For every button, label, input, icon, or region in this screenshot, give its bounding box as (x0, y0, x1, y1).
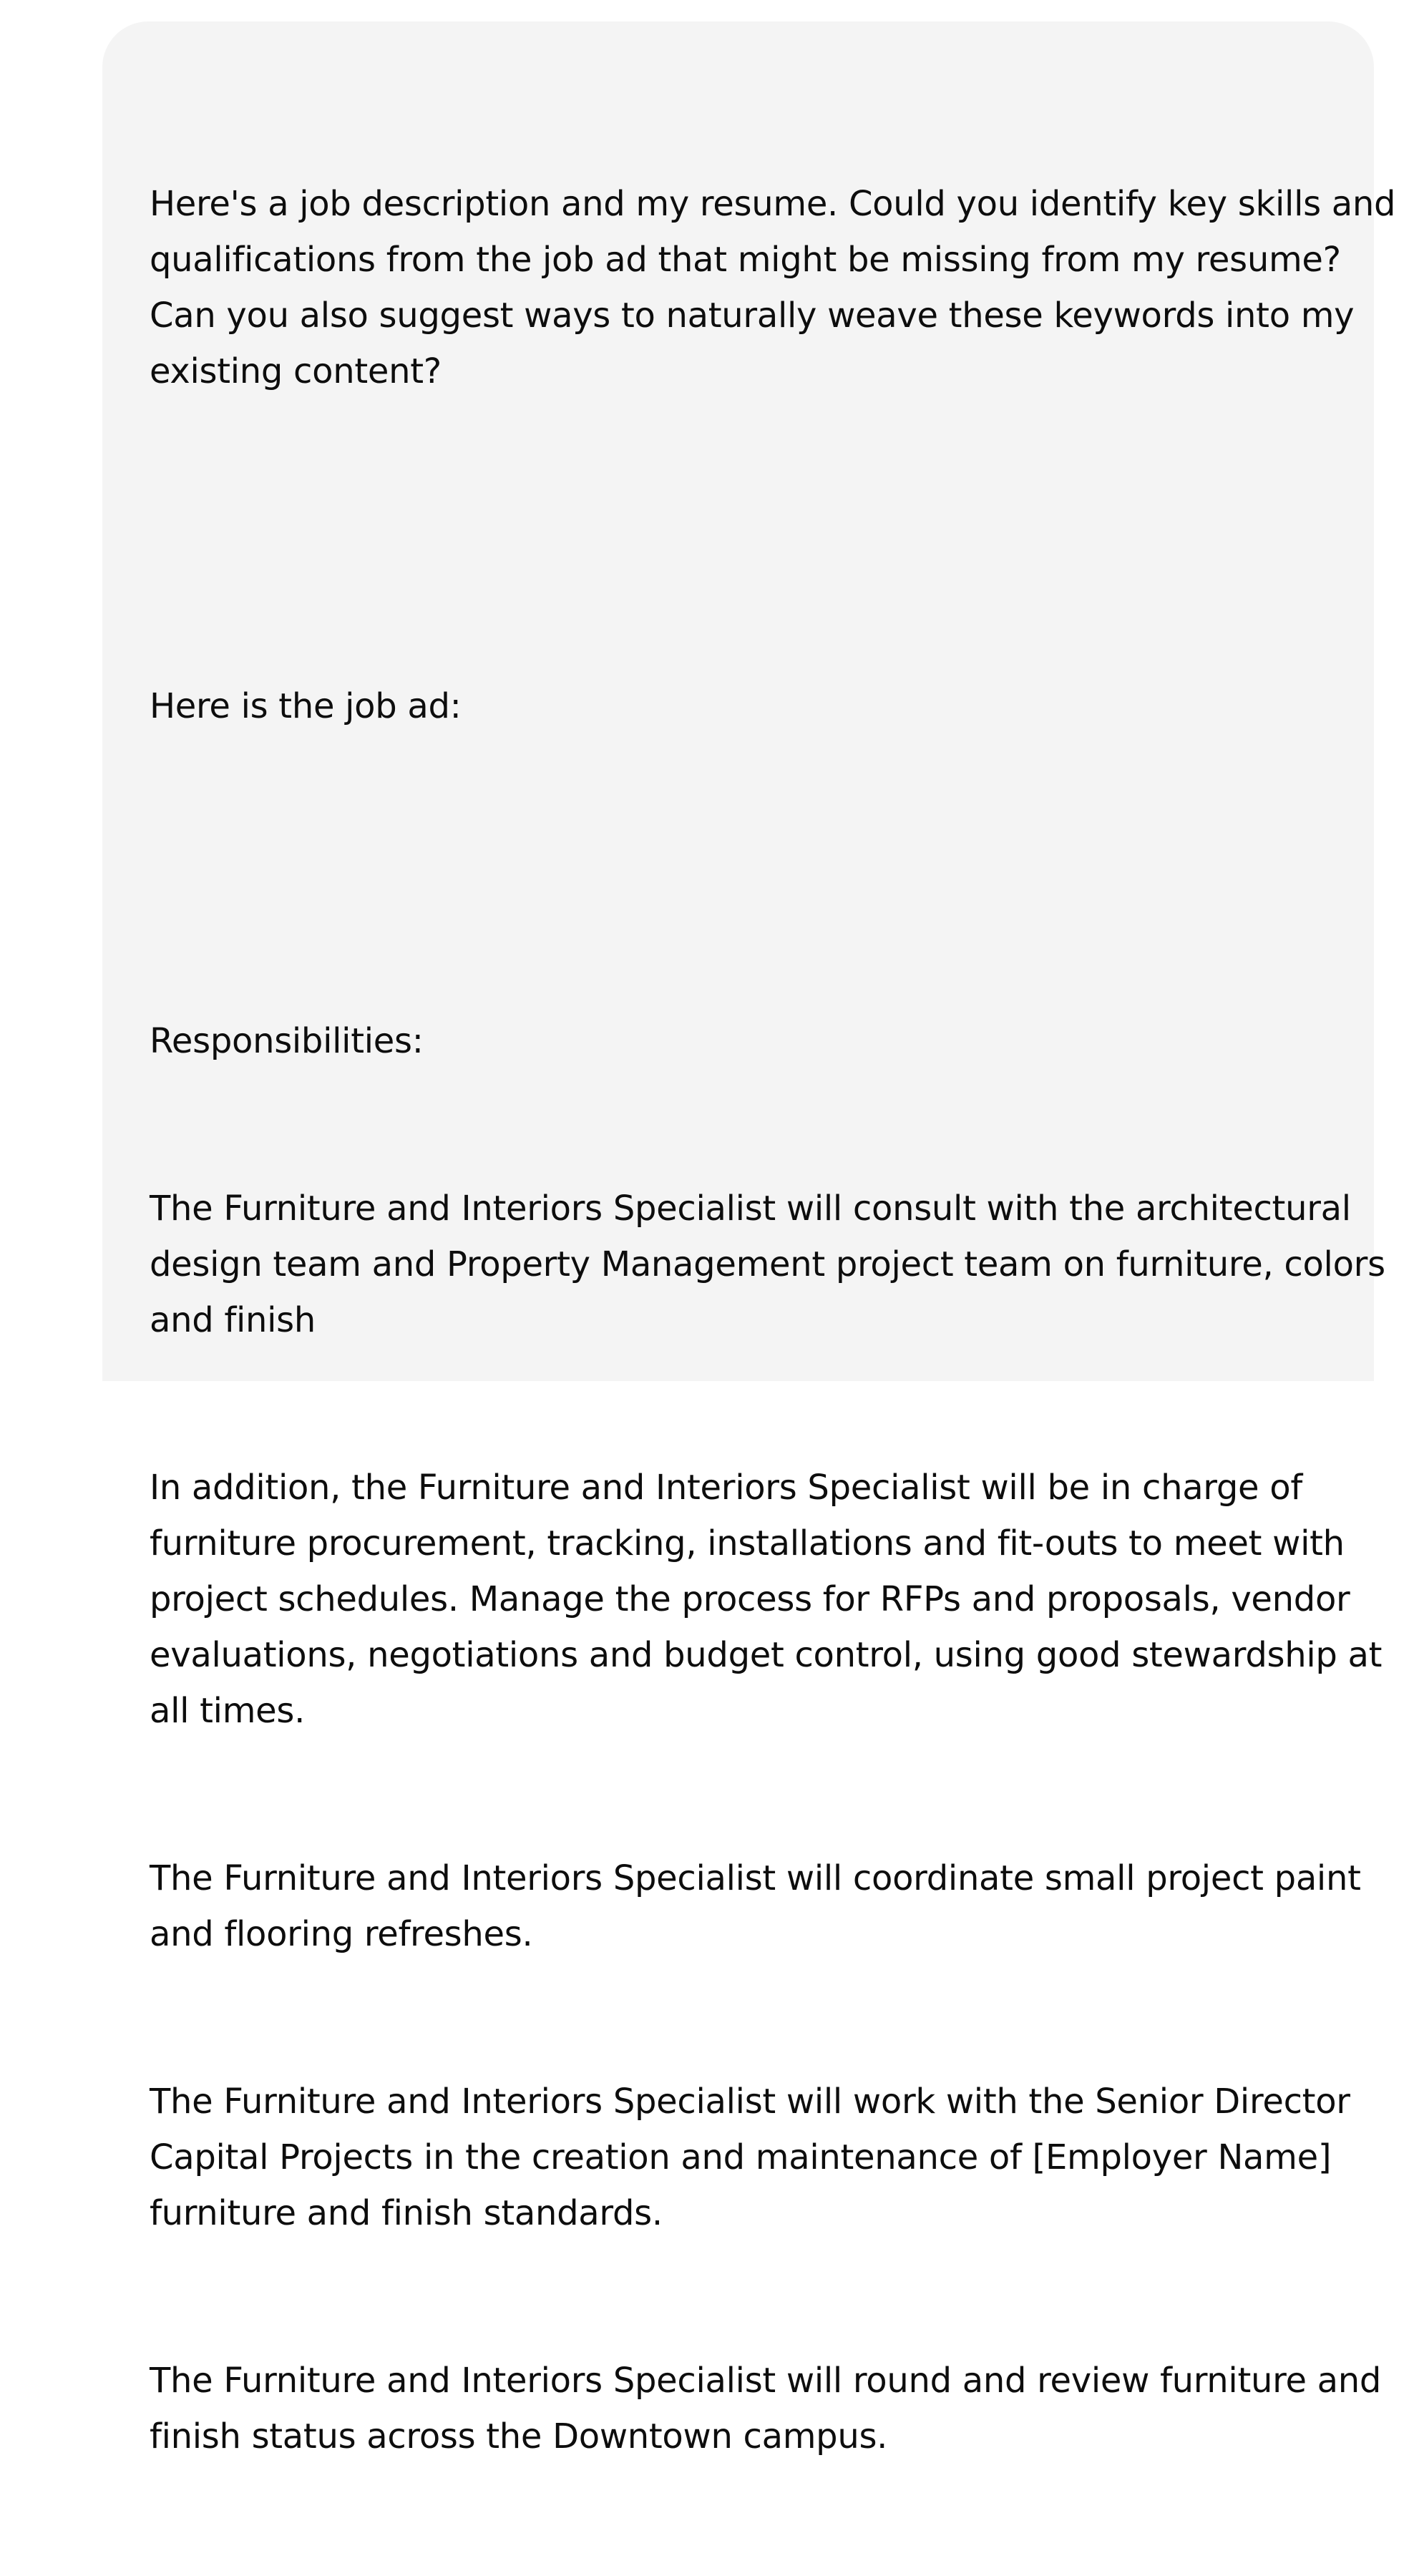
message-paragraph-responsibility-procurement: In addition, the Furniture and Interiors Specialist will be in charge of furniture procurement, tracking, installations and fit-outs to meet with project schedules. Manage the process for RFPs and proposals, vendor evaluations, negotiations and budget control, using good stewardship at all times. (150, 1468, 1393, 1731)
user-message-text[interactable] (150, 64, 1409, 2576)
message-paragraph-responsibility-consult: The Furniture and Interiors Specialist will consult with the architectural design team and Property Management project team on furniture, colors and finish (150, 1189, 1396, 1340)
message-paragraph-intro: Here's a job description and my resume. Could you identify key skills and qualifications from the job ad that might be missing from my resume? Can you also suggest ways to naturally weave these keywords into my existing content? (150, 184, 1407, 391)
message-blank-line (150, 511, 1409, 567)
message-paragraph-responsibility-coordinate: The Furniture and Interiors Specialist will coordinate small project paint and flooring refreshes. (150, 1858, 1372, 1954)
message-paragraph-responsibility-standards: The Furniture and Interiors Specialist will work with the Senior Director Capital Projects in the creation and maintenance of [Employer Name] furniture and finish standards. (150, 2082, 1361, 2233)
message-paragraph-job-ad-heading: Here is the job ad: (150, 686, 462, 726)
message-paragraph-responsibility-review: The Furniture and Interiors Specialist will round and review furniture and finish status across the Downtown campus. (150, 2361, 1393, 2457)
message-blank-line (150, 846, 1409, 902)
message-paragraph-responsibilities-heading: Responsibilities: (150, 1021, 424, 1061)
user-message-bubble (102, 21, 1407, 2457)
